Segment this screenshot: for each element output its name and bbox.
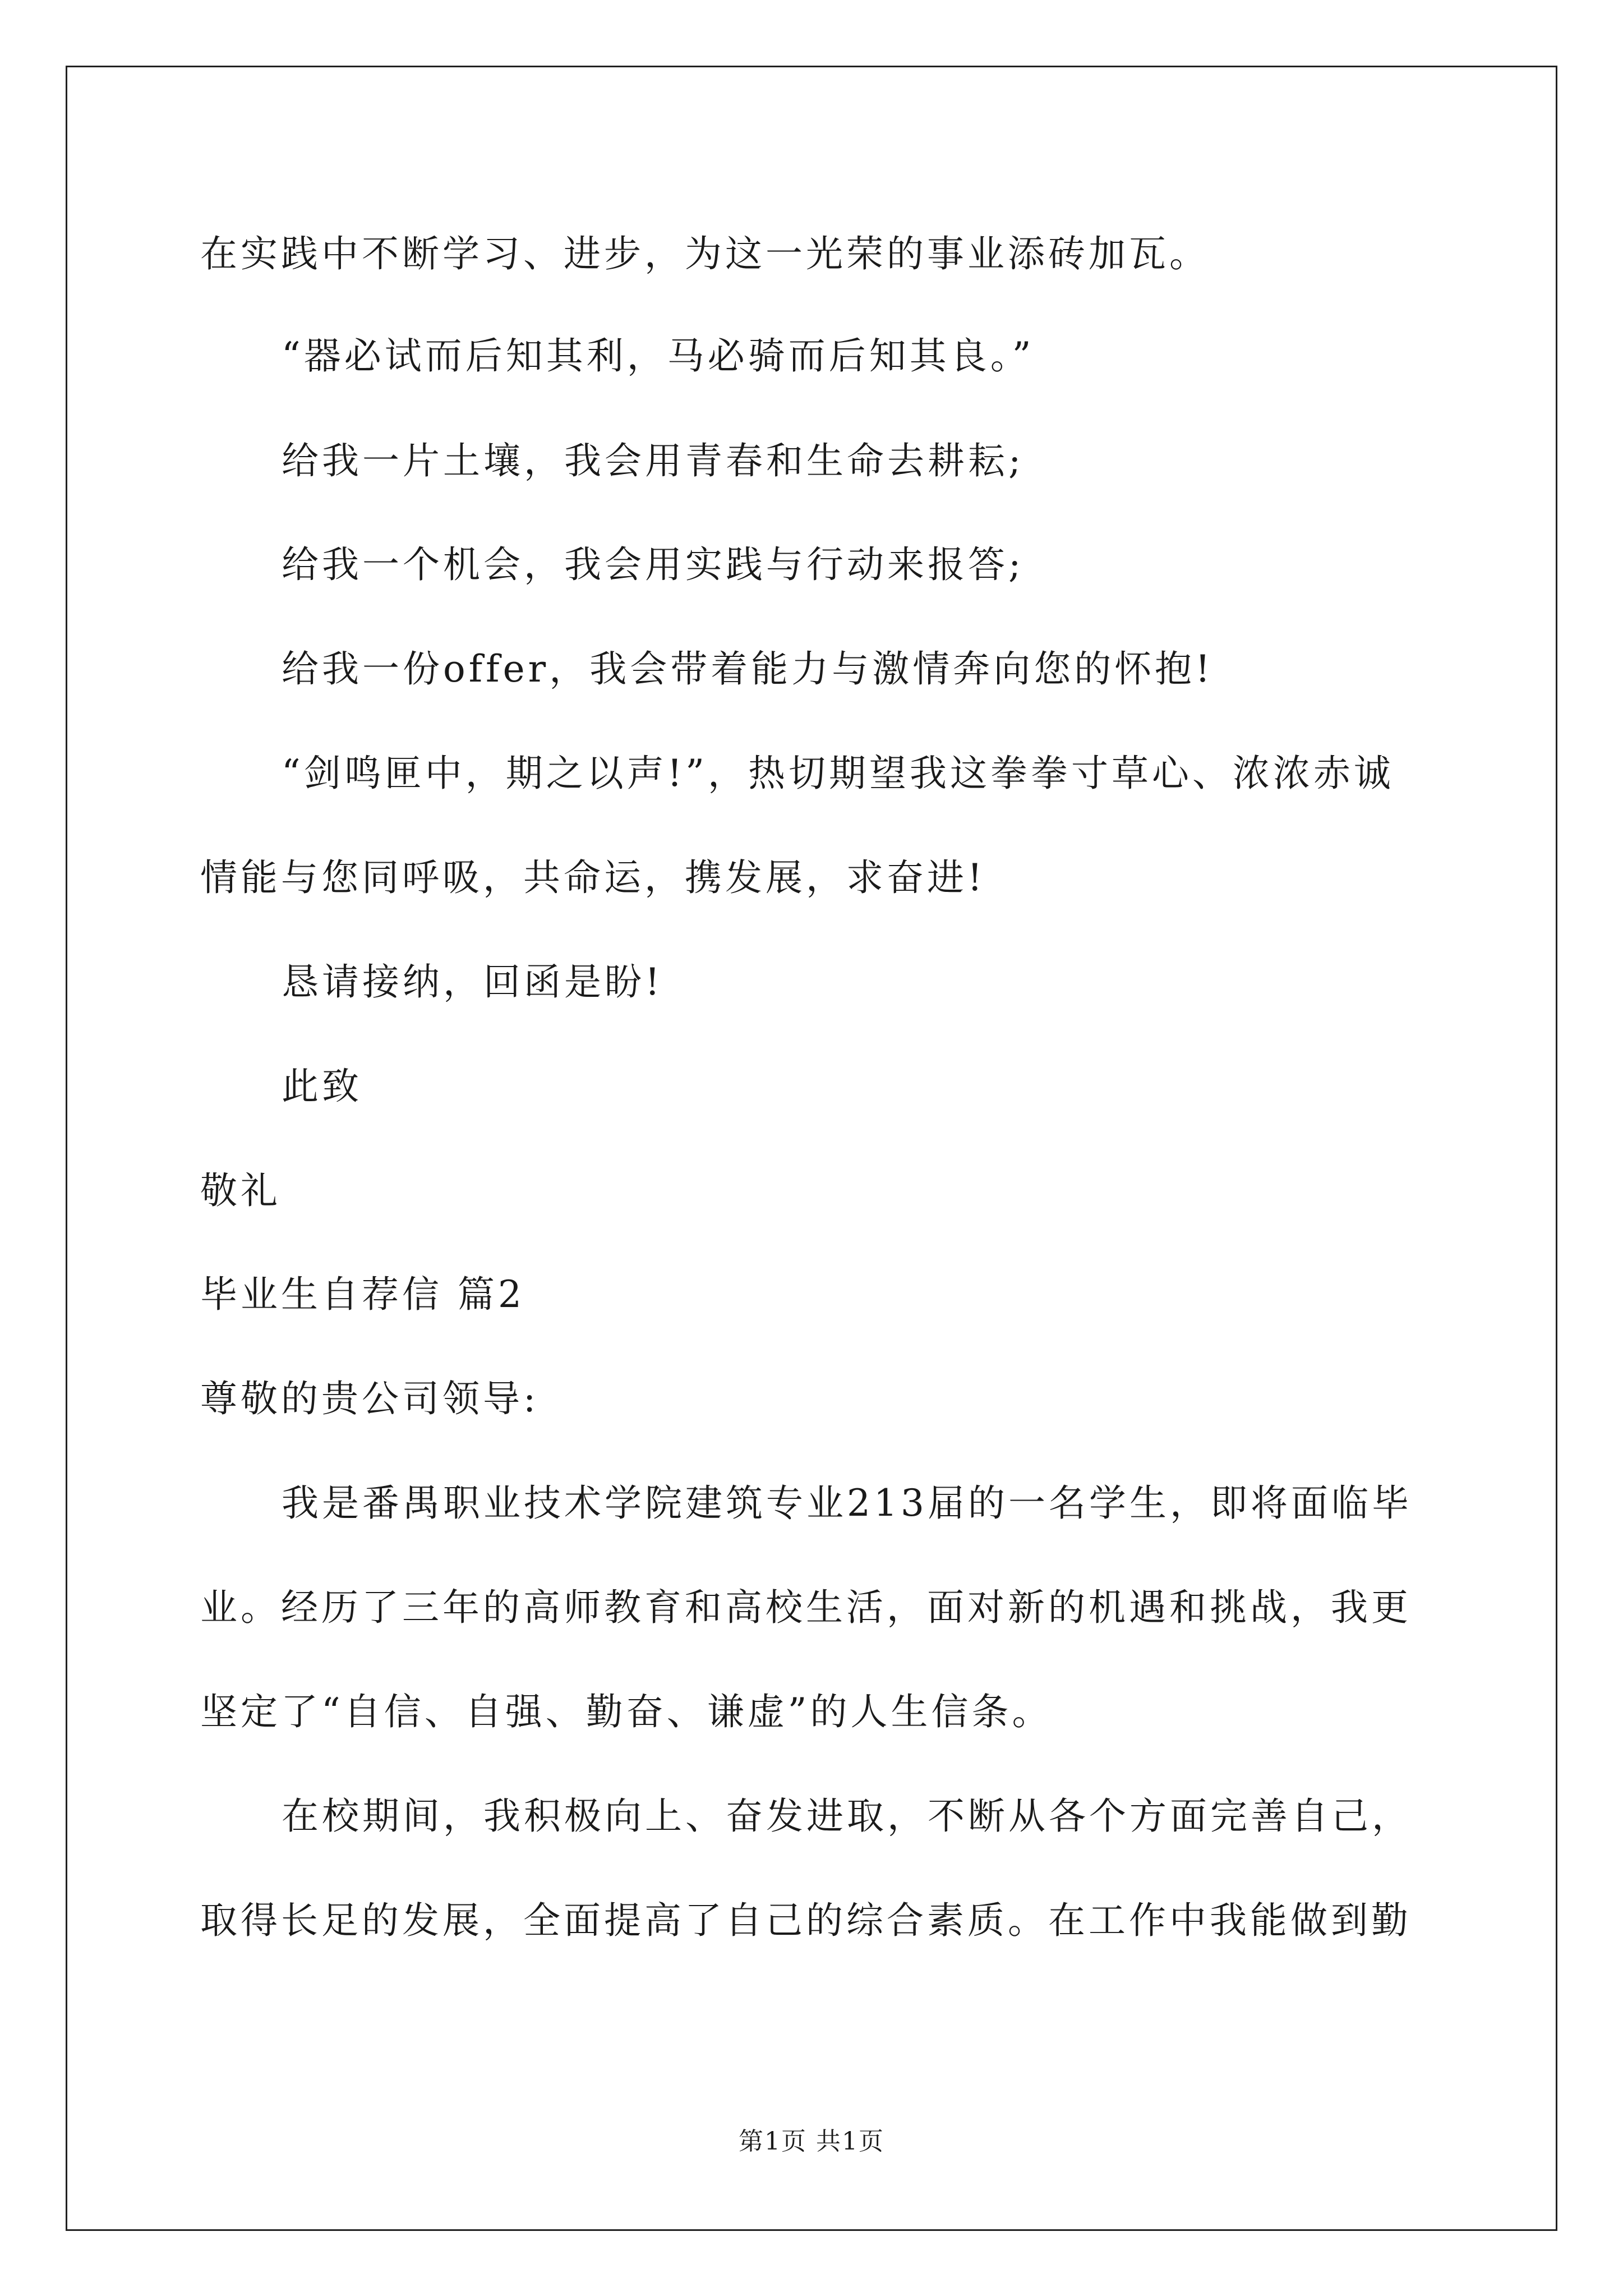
quote-line: “剑鸣匣中，期之以声!”，热切期望我这拳拳寸草心、浓浓赤诚 [282, 752, 1395, 795]
text-line: 在校期间，我积极向上、奋发进取，不断从各个方面完善自己， [282, 1795, 1412, 1838]
salutation-line: 敬礼 [200, 1169, 281, 1212]
text-line: 坚定了“自信、自强、勤奋、谦虚”的人生信条。 [200, 1690, 1053, 1733]
page-footer: 第1页 共1页 [739, 2127, 884, 2156]
greeting-line: 尊敬的贵公司领导: [200, 1377, 540, 1420]
text-line: 给我一片土壤，我会用青春和生命去耕耘; [282, 439, 1025, 482]
text-line: 取得长足的发展，全面提高了自己的综合素质。在工作中我能做到勤 [200, 1899, 1412, 1942]
text-line: 恳请接纳，回函是盼! [282, 960, 663, 1004]
text-line: 在实践中不断学习、进步，为这一光荣的事业添砖加瓦。 [200, 232, 1210, 275]
section-heading: 毕业生自荐信 篇2 [200, 1273, 525, 1316]
quote-line: “器必试而后知其利，马必骑而后知其良。” [282, 334, 1035, 378]
text-line: 给我一份offer，我会带着能力与激情奔向您的怀抱! [282, 647, 1214, 691]
text-line: 给我一个机会，我会用实践与行动来报答; [282, 543, 1025, 586]
salutation-line: 此致 [282, 1065, 362, 1108]
text-line: 情能与您同呼吸，共命运，携发展，求奋进! [200, 856, 986, 899]
text-line: 业。经历了三年的高师教育和高校生活，面对新的机遇和挑战，我更 [200, 1586, 1412, 1629]
text-line: 我是番禺职业技术学院建筑专业213届的一名学生，即将面临毕 [282, 1481, 1412, 1525]
